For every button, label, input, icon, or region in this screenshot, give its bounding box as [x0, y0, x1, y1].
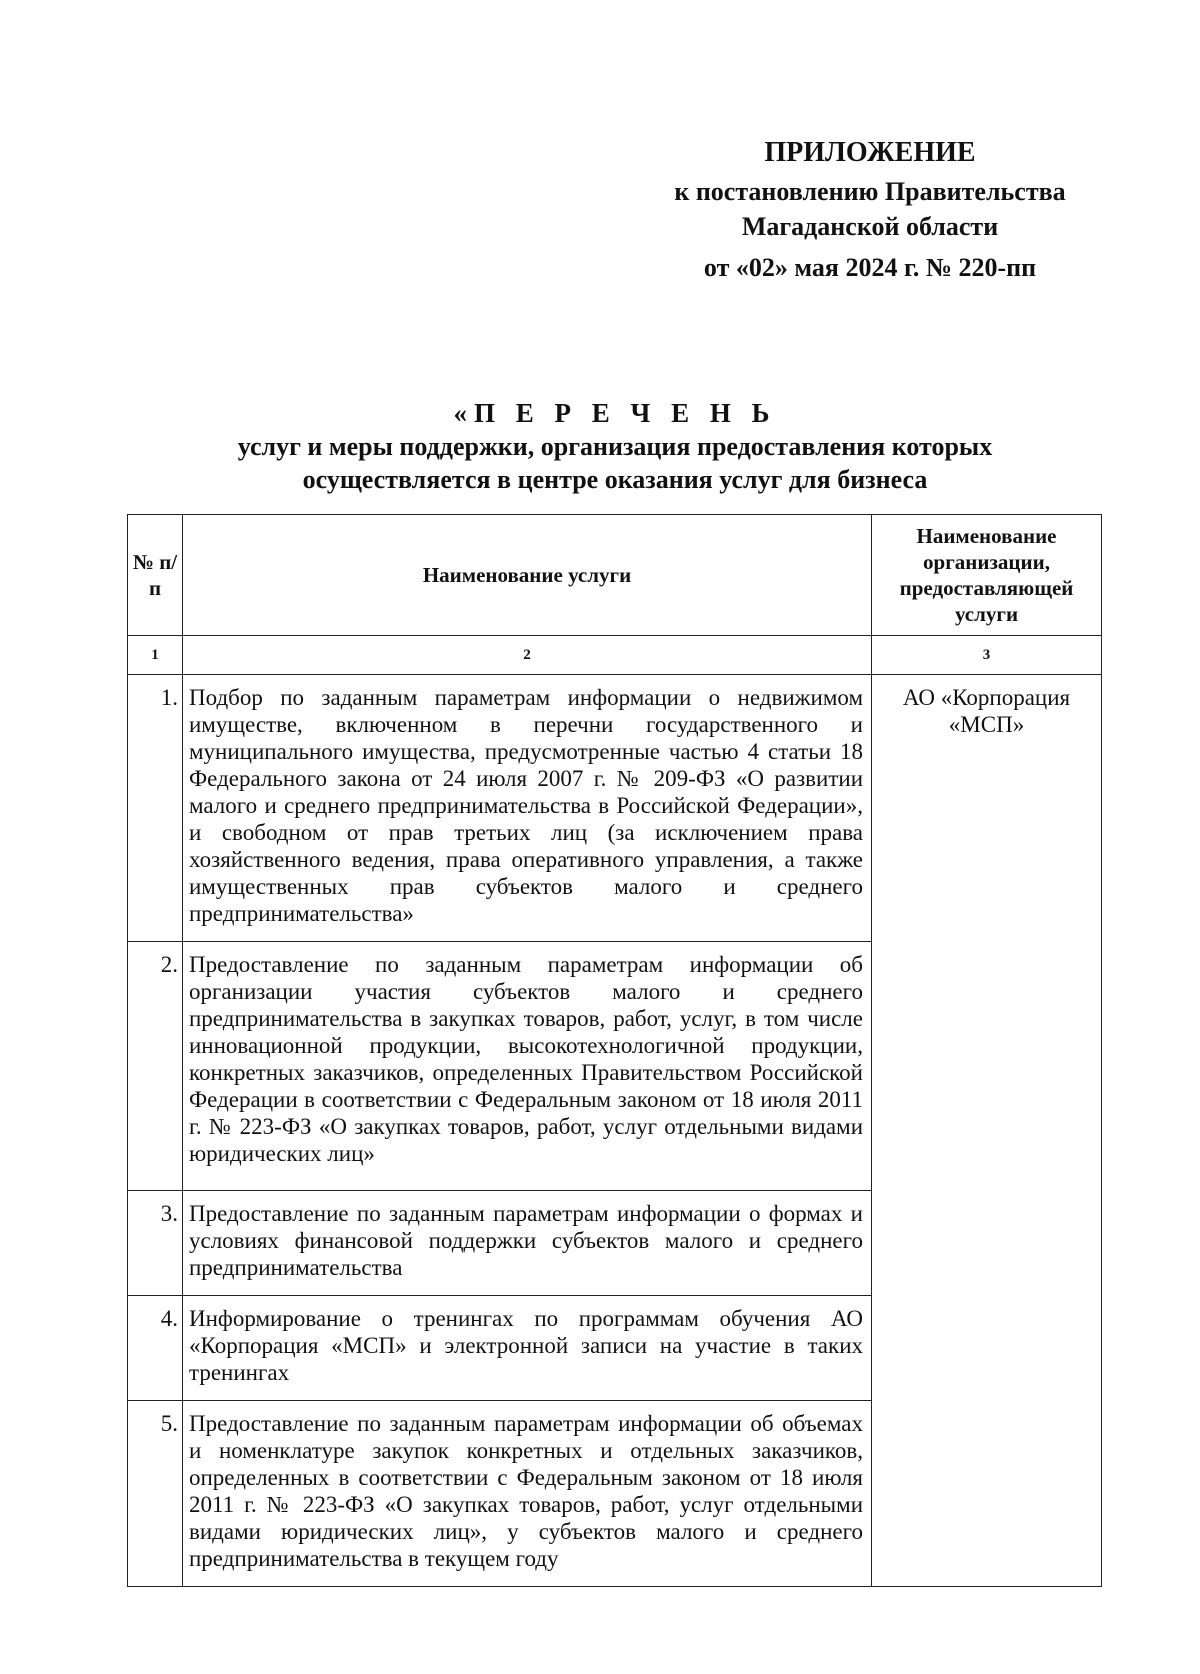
row-number: 4. [128, 1296, 183, 1401]
appendix-heading: ПРИЛОЖЕНИЕ [764, 137, 976, 168]
header-service: Наименование услуги [183, 515, 872, 636]
appendix-block [640, 135, 1100, 285]
title-heading: «П Е Р Е Ч Е Н Ь [453, 398, 777, 428]
appendix-line-1: к постановлению Правительства [674, 177, 1066, 206]
column-number-row [128, 636, 1102, 675]
document-title [130, 397, 1100, 496]
service-name: Предоставление по заданным параметрам информации об организации участия субъектов малого и среднего предпринимательства в закупках товаров, работ, услуг, в том числе инновационной продукции, высокотехнологичной продукции, конкретных заказчиков, определенных Правительством Российской Федерации в соответствии с Федеральным законом от 18 июля 2011 г. № 223-ФЗ «О закупках товаров, работ, услуг отдельными видами юридических лиц» [183, 942, 872, 1191]
service-name: Предоставление по заданным параметрам информации о формах и условиях финансовой поддержки субъектов малого и среднего предпринимательства [183, 1191, 872, 1296]
service-name: Предоставление по заданным параметрам информации об объемах и номенклатуре закупок конкретных и отдельных заказчиков, определенных в соответствии с Федеральным законом от 18 июля 2011 г. № 223-ФЗ «О закупках товаров, работ, услуг отдельными видами юридических лиц», у субъектов малого и среднего предпринимательства в текущем году [183, 1401, 872, 1587]
header-num: № п/п [128, 515, 183, 636]
column-number: 1 [128, 636, 183, 675]
appendix-line-2: Магаданской области [741, 212, 999, 241]
title-line-2: осуществляется в центре оказания услуг для бизнеса [302, 465, 928, 494]
appendix-date: от «02» мая 2024 г. № 220-пп [703, 253, 1037, 282]
row-number: 5. [128, 1401, 183, 1587]
table-header-row [128, 515, 1102, 636]
row-number: 3. [128, 1191, 183, 1296]
row-number: 1. [128, 675, 183, 942]
organization-name: АО «Корпорация «МСП» [872, 675, 1102, 1587]
table-row [128, 675, 1102, 942]
service-name: Информирование о тренингах по программам обучения АО «Корпорация «МСП» и электронной записи на участие в таких тренингах [183, 1296, 872, 1401]
header-org: Наименование организации, предоставляющей услуги [872, 515, 1102, 636]
services-table [127, 514, 1102, 1587]
column-number: 3 [872, 636, 1102, 675]
service-name: Подбор по заданным параметрам информации о недвижимом имуществе, включенном в перечни государственного и муниципального имущества, предусмотренные частью 4 статьи 18 Федерального закона от 24 июля 2007 г. № 209-ФЗ «О развитии малого и среднего предпринимательства в Российской Федерации», и свободном от прав третьих лиц (за исключением права хозяйственного ведения, права оперативного управления, а также имущественных прав субъектов малого и среднего предпринимательства» [183, 675, 872, 942]
row-number: 2. [128, 942, 183, 1191]
title-line-1: услуг и меры поддержки, организация предоставления которых [237, 432, 993, 461]
column-number: 2 [183, 636, 872, 675]
